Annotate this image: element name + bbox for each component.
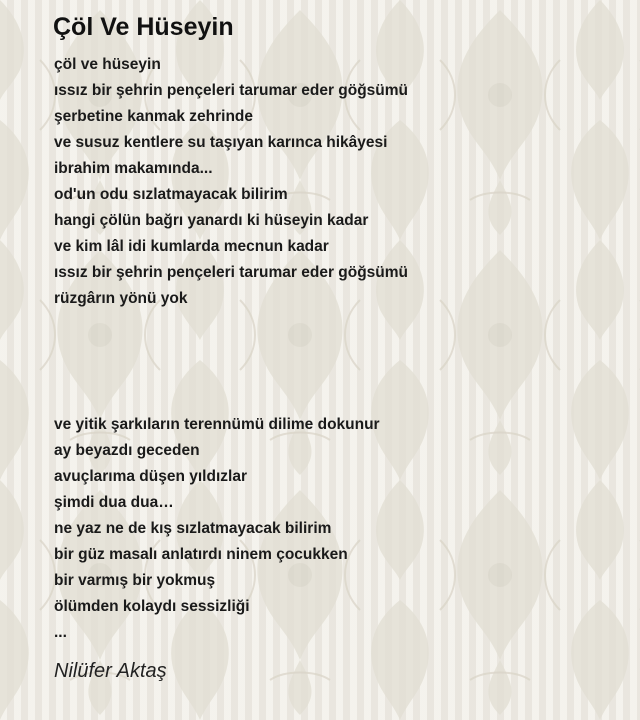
poem-line: ne yaz ne de kış sızlatmayacak bilirim — [54, 520, 332, 537]
poem-author: Nilüfer Aktaş — [54, 660, 167, 682]
poem-line: ölümden kolaydı sessizliği — [54, 598, 250, 615]
poem-line: bir güz masalı anlatırdı ninem çocukken — [54, 546, 348, 563]
poem-line: hangi çölün bağrı yanardı ki hüseyin kadar — [54, 212, 369, 229]
poem-title: Çöl Ve Hüseyin — [53, 13, 234, 41]
stanza-1 — [54, 52, 408, 312]
poem-line: od'un odu sızlatmayacak bilirim — [54, 186, 288, 203]
poem-line: ay beyazdı geceden — [54, 442, 200, 459]
poem-line: avuçlarıma düşen yıldızlar — [54, 468, 247, 485]
poem-line: ıssız bir şehrin pençeleri tarumar eder göğsümü — [54, 82, 409, 99]
poem-line: ve susuz kentlere su taşıyan karınca hikâyesi — [54, 134, 388, 151]
poem-line: şerbetine kanmak zehrinde — [54, 108, 253, 125]
poem-line: ... — [54, 624, 67, 641]
poem-line: ıssız bir şehrin pençeleri tarumar eder göğsümü — [54, 264, 409, 281]
poem-line: çöl ve hüseyin — [54, 56, 161, 73]
poem-line: bir varmış bir yokmuş — [54, 572, 216, 589]
poem-line: ve kim lâl idi kumlarda mecnun kadar — [54, 238, 329, 255]
poem-line: rüzgârın yönü yok — [54, 290, 188, 307]
poem-line: şimdi dua dua… — [54, 494, 174, 511]
poem-line: ibrahim makamında... — [54, 160, 213, 177]
poem-line: ve yitik şarkıların terennümü dilime dokunur — [54, 416, 380, 433]
stanza-2 — [54, 412, 380, 646]
